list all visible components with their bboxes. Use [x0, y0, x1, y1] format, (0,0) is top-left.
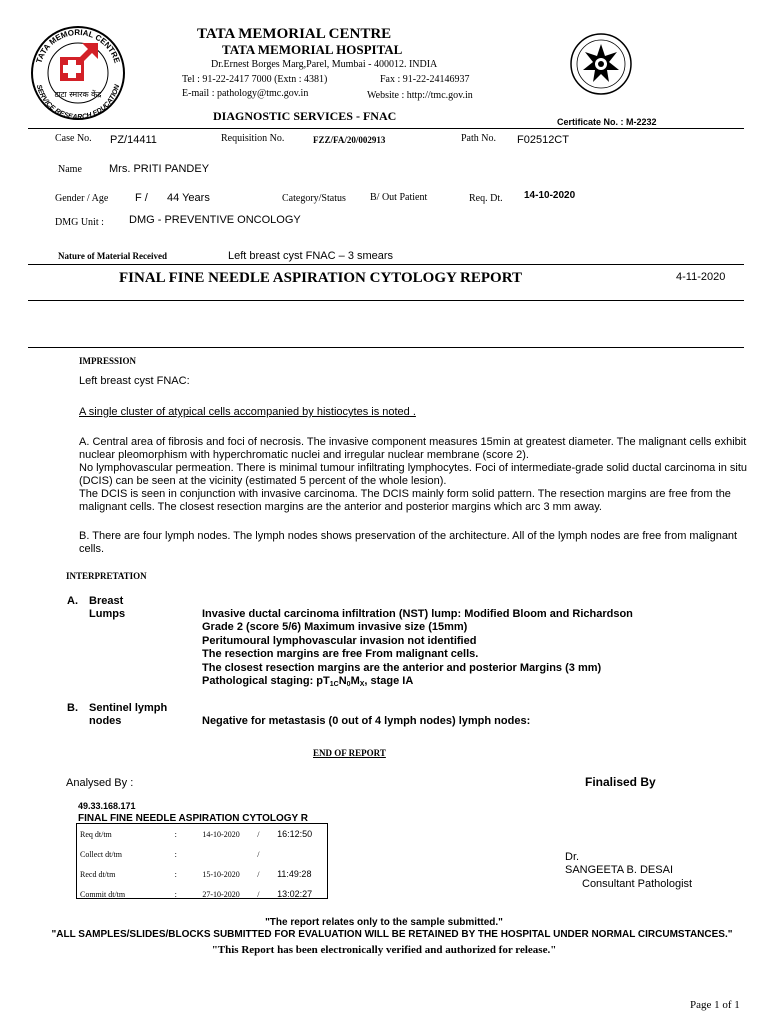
- doctor-name: SANGEETA B. DESAI: [565, 864, 673, 876]
- fax: Fax : 91-22-24146937: [380, 74, 470, 85]
- telephone: Tel : 91-22-2417 7000 (Extn : 4381): [182, 74, 328, 85]
- report-title: FINAL FINE NEEDLE ASPIRATION CYTOLOGY REPORT: [119, 270, 523, 286]
- findings-a-line-3: The DCIS is seen in conjunction with invasive carcinoma. The DCIS mainly form solid pattern. The resection margins are free from the malignant cells. The closest resection margins are the anterior and posterior margins which arc 3 mm away.: [79, 488, 731, 513]
- staging-m: M: [350, 675, 360, 688]
- interpretation-heading: INTERPRETATION: [66, 571, 147, 581]
- address: Dr.Ernest Borges Marg,Parel, Mumbai - 400012. INDIA: [211, 59, 438, 70]
- timestamp-time: 16:12:50: [277, 829, 313, 839]
- timestamp-date: 15-10-2020: [202, 869, 240, 879]
- svg-text:TATA MEMORIAL CENTRE: TATA MEMORIAL CENTRE: [34, 27, 122, 65]
- finalised-by: Finalised By: [585, 775, 656, 789]
- interp-a-line-2: Grade 2 (score 5/6) Maximum invasive size (15mm): [202, 621, 468, 634]
- doctor-title: Dr.: [565, 851, 580, 863]
- org-title: TATA MEMORIAL CENTRE: [197, 26, 392, 42]
- staging-n-sub: 0: [346, 681, 351, 689]
- dmg-value: DMG - PREVENTIVE ONCOLOGY: [129, 214, 301, 226]
- rule-impression: [28, 347, 744, 348]
- findings-b: [79, 530, 759, 556]
- timestamp-time: [277, 844, 327, 864]
- interp-b-label-2: nodes: [89, 715, 122, 727]
- tmc-logo: [22, 17, 134, 121]
- note-verified: "This Report has been electronically verified and authorized for release.": [211, 944, 557, 956]
- hospital-name: TATA MEMORIAL HOSPITAL: [222, 42, 403, 57]
- timestamp-colon: :: [174, 889, 177, 899]
- rule-header: [28, 128, 744, 129]
- path-no-label: Path No.: [461, 133, 496, 144]
- nabl-seal: [565, 22, 637, 116]
- timestamp-colon: :: [174, 849, 177, 859]
- age-value: 44 Years: [167, 192, 210, 204]
- timestamp-date: [202, 844, 257, 864]
- report-date: 4-11-2020: [676, 271, 726, 283]
- requisition-value: FZZ/FA/20/002913: [313, 135, 386, 145]
- doctor-role: Consultant Pathologist: [582, 878, 693, 890]
- impression-line: Left breast cyst FNAC:: [79, 375, 190, 387]
- interp-a-label-1: Breast: [89, 595, 124, 607]
- findings-a-line-2: No lymphovascular permeation. There is minimal tumour infiltrating lymphocytes. Foci of intermediate-grade solid ductal carcinoma in situ (DCIS) can be seen at the vicinity (estimated 5 percent of the whole lesion).: [79, 462, 748, 487]
- timestamp-date: 14-10-2020: [202, 829, 240, 839]
- interp-a-line-1: Invasive ductal carcinoma infiltration (NST) lump: Modified Bloom and Richardson: [202, 608, 633, 620]
- staging-m-sub: X: [359, 681, 365, 689]
- timestamp-colon: :: [174, 829, 177, 839]
- timestamp-box: [76, 823, 328, 899]
- material-label: Nature of Material Received: [58, 251, 168, 261]
- case-no-value: PZ/14411: [110, 134, 157, 146]
- interp-a-line-3: Peritumoural lymphovascular invasion not identified: [202, 634, 477, 647]
- req-dt-value: 14-10-2020: [524, 190, 576, 201]
- svg-text:टाटा स्मारक केंद्र: टाटा स्मारक केंद्र: [54, 90, 102, 99]
- page-number: Page 1 of 1: [690, 999, 740, 1011]
- staging-n: N: [338, 675, 347, 688]
- findings-a-line-1: A. Central area of fibrosis and foci of necrosis. The invasive component measures 15min at greatest diameter. The malignant cells exhibit nuclear pleomorphism with hyperchromatic nuclei and irregular nuclear membrane (score 2).: [79, 436, 747, 461]
- services-title: DIAGNOSTIC SERVICES - FNAC: [213, 109, 397, 123]
- timestamp-table: [80, 824, 327, 899]
- case-no-label: Case No.: [55, 133, 92, 144]
- rule-title: [28, 300, 744, 301]
- timestamp-colon: :: [174, 869, 177, 879]
- interp-a-line-4: The resection margins are free From malignant cells.: [202, 648, 479, 661]
- impression-heading: IMPRESSION: [79, 356, 137, 366]
- timestamp-slash: /: [257, 829, 260, 839]
- timestamp-row: [80, 844, 327, 864]
- impression-finding: A single cluster of atypical cells accompanied by histiocytes is noted .: [79, 406, 416, 418]
- findings-b-text: B. There are four lymph nodes. The lymph nodes shows preservation of the architecture. All of the lymph nodes are free from malignant cells.: [79, 530, 738, 555]
- end-of-report: END OF REPORT: [313, 748, 386, 758]
- req-dt-label: Req. Dt.: [469, 193, 503, 204]
- mini-report-title: FINAL FINE NEEDLE ASPIRATION CYTOLOGY R: [78, 813, 309, 824]
- name-label: Name: [58, 164, 82, 175]
- timestamp-slash: /: [257, 869, 260, 879]
- ip-address: 49.33.168.171: [78, 801, 136, 811]
- staging-line: [202, 675, 633, 691]
- timestamp-label: Recd dt/tm: [80, 869, 116, 879]
- svg-text:SERVICE RESEARCH EDUCATION: SERVICE RESEARCH EDUCATION: [34, 83, 122, 121]
- analysed-by: Analysed By :: [66, 777, 134, 789]
- path-no-value: F02512CT: [517, 134, 569, 146]
- timestamp-time: 13:02:27: [277, 889, 313, 899]
- gender-age-label: Gender / Age: [55, 193, 109, 204]
- staging-t-sub: 1C: [329, 681, 339, 689]
- interp-b-label-1: Sentinel lymph: [89, 702, 168, 714]
- requisition-label: Requisition No.: [221, 133, 285, 144]
- timestamp-time: 11:49:28: [277, 869, 312, 879]
- website: Website : http://tmc.gov.in: [367, 90, 473, 101]
- note-retention: "ALL SAMPLES/SLIDES/BLOCKS SUBMITTED FOR EVALUATION WILL BE RETAINED BY THE HOSPITAL UNDER NORMAL CIRCUMSTANCES.": [51, 929, 733, 940]
- findings-a: [79, 436, 759, 514]
- interp-a-line-5: The closest resection margins are the anterior and posterior Margins (3 mm): [202, 661, 602, 674]
- staging-suffix: , stage IA: [364, 675, 414, 688]
- interp-b-text: Negative for metastasis (0 out of 4 lymph nodes) lymph nodes:: [202, 715, 531, 727]
- gender-value: F /: [135, 192, 148, 204]
- interp-a-label-2: Lumps: [89, 608, 126, 620]
- category-label: Category/Status: [282, 193, 346, 204]
- category-value: B/ Out Patient: [370, 192, 428, 203]
- interp-a-marker: A.: [67, 595, 78, 607]
- material-value: Left breast cyst FNAC – 3 smears: [228, 250, 394, 262]
- timestamp-label: Collect dt/tm: [80, 849, 122, 859]
- patient-name: Mrs. PRITI PANDEY: [109, 163, 210, 175]
- email: E-mail : pathology@tmc.gov.in: [182, 88, 309, 99]
- rule-material: [28, 264, 744, 265]
- timestamp-label: Req dt/tm: [80, 829, 112, 839]
- certificate-number: Certificate No. : M-2232: [557, 117, 657, 127]
- timestamp-row: [80, 864, 327, 884]
- note-sample: "The report relates only to the sample submitted.": [265, 917, 503, 928]
- interp-a-block: [202, 608, 633, 691]
- timestamp-date: 27-10-2020: [202, 889, 240, 899]
- timestamp-row: [80, 824, 327, 844]
- staging-prefix: Pathological staging:: [202, 675, 317, 688]
- timestamp-row: [80, 884, 327, 899]
- staging-p: pT: [316, 675, 330, 688]
- timestamp-slash: /: [257, 849, 260, 859]
- dmg-label: DMG Unit :: [55, 217, 104, 228]
- timestamp-label: Commit dt/tm: [80, 889, 126, 899]
- timestamp-slash: /: [257, 889, 260, 899]
- interp-b-marker: B.: [67, 702, 78, 714]
